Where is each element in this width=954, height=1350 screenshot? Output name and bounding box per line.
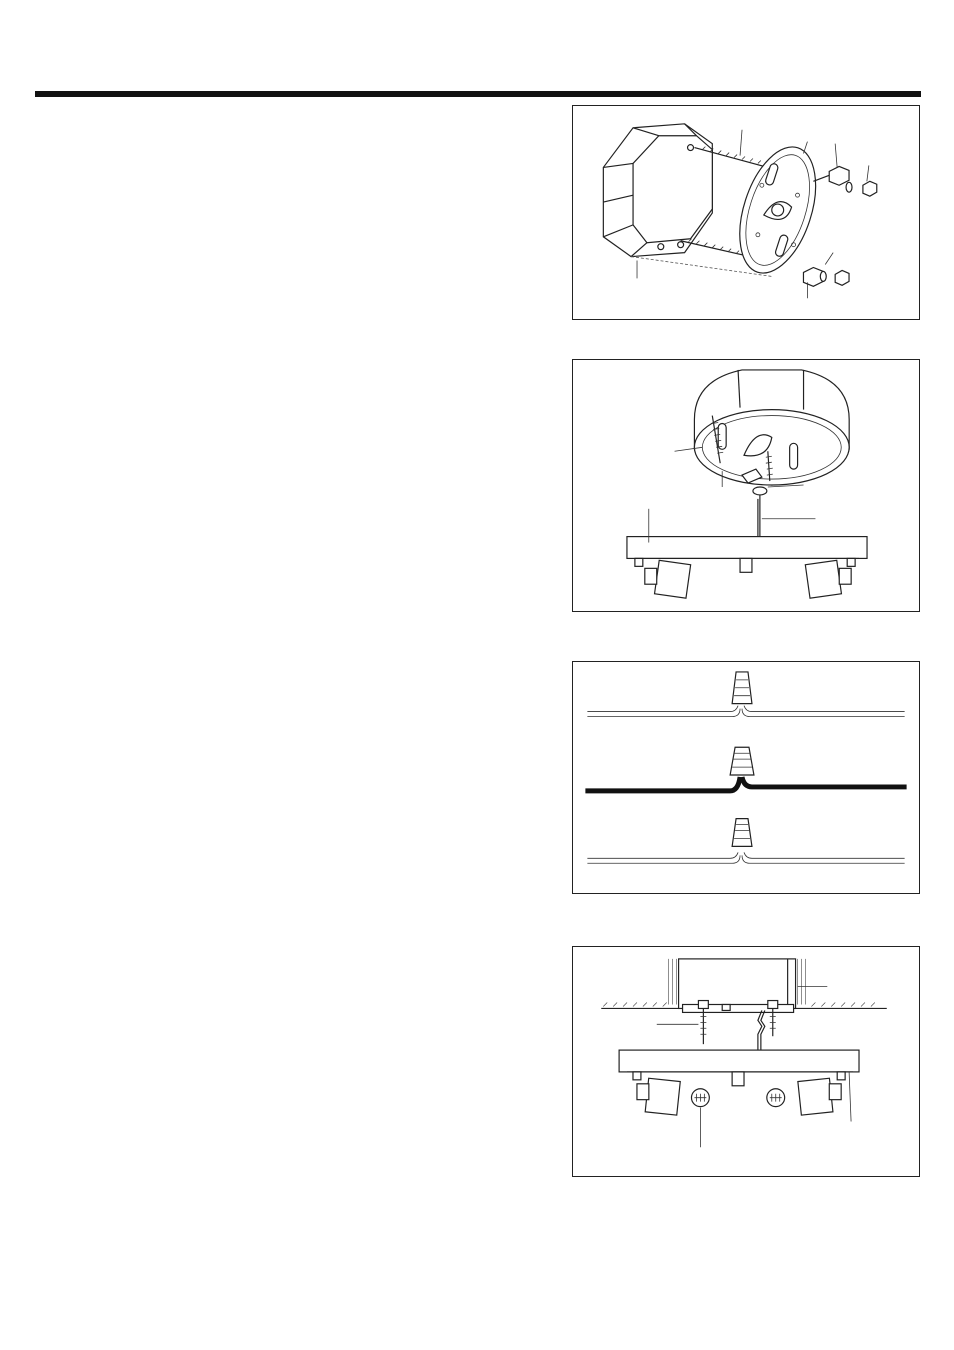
wire-pair-1 — [587, 672, 904, 717]
outlet-box-icon — [603, 124, 712, 257]
wire-pair-3 — [587, 819, 904, 864]
mounting-plate-icon — [725, 137, 829, 282]
wire-nut-icon — [730, 747, 754, 775]
mounting-strap-diagram — [573, 106, 919, 319]
figure-ground-wire-attachment — [572, 359, 920, 612]
wire-pair-2 — [585, 747, 906, 791]
wire-nut-icon — [732, 672, 752, 704]
top-rule — [35, 91, 921, 97]
figure-mounting-strap-assembly — [572, 105, 920, 320]
outlet-box-icon — [694, 370, 849, 485]
figure-fixture-mounting — [572, 946, 920, 1177]
wire-connections-diagram — [573, 662, 919, 893]
fixture-mounting-diagram — [573, 947, 919, 1176]
figure-wire-connections — [572, 661, 920, 894]
decorative-cap-icon — [691, 1089, 784, 1107]
wire-nut-icon — [732, 819, 752, 847]
ground-wire-diagram — [573, 360, 919, 611]
